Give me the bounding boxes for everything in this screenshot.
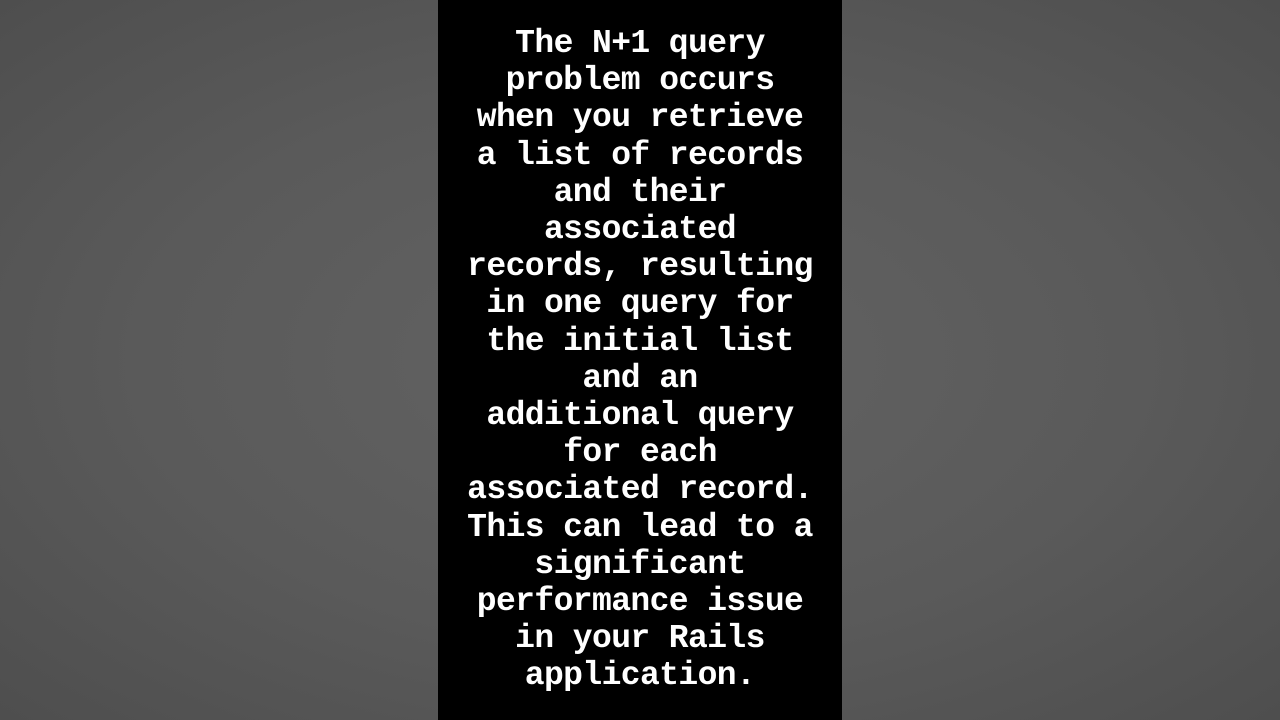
caption-line: associated record. — [467, 471, 813, 509]
caption-panel — [438, 0, 842, 720]
caption-line: when you retrieve — [476, 99, 804, 137]
caption-line: significant — [534, 545, 746, 583]
caption-line: performance issue — [476, 583, 804, 621]
caption-line: The N+1 query — [515, 25, 765, 62]
caption-line: additional query — [486, 397, 794, 435]
caption-line: problem occurs — [505, 62, 775, 100]
caption-line: for each — [563, 434, 717, 472]
caption-line: and an — [582, 359, 698, 397]
caption-line: associated — [543, 211, 737, 249]
caption-text — [438, 25, 842, 695]
caption-line: records, resulting — [467, 248, 813, 286]
caption-line: in your Rails — [515, 620, 765, 658]
caption-line: the initial list — [486, 322, 794, 360]
caption-line: and their — [553, 173, 727, 211]
caption-line: application. — [524, 657, 756, 695]
caption-line: in one query for — [486, 285, 794, 323]
caption-line: This can lead to a — [467, 508, 813, 546]
caption-line: a list of records — [476, 136, 804, 174]
